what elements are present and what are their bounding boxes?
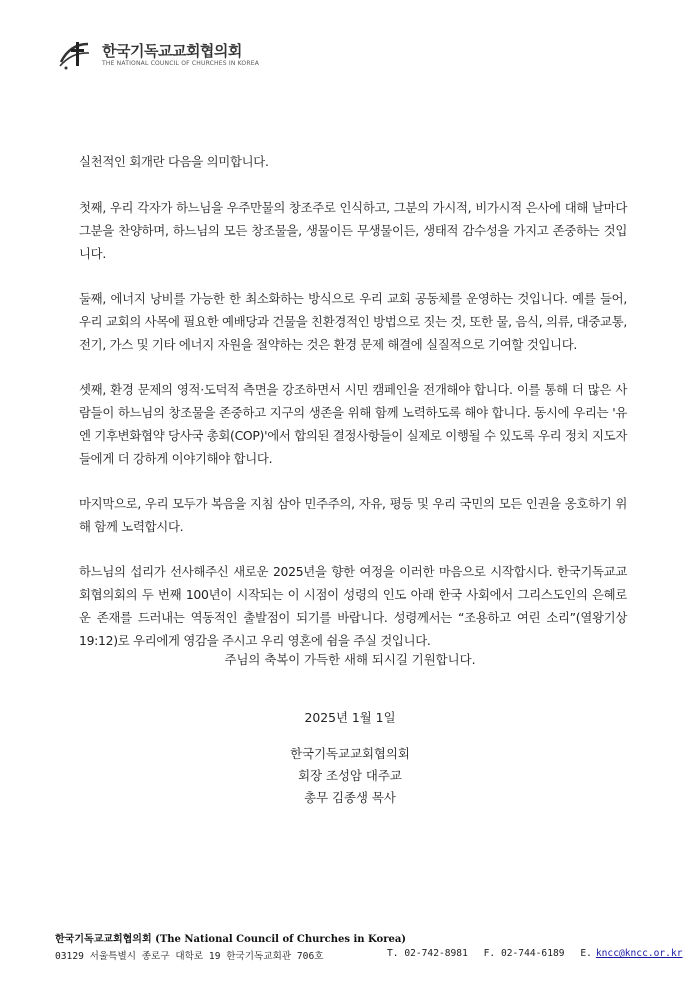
- signatory-president: 회장 조성암 대주교: [298, 768, 402, 783]
- paragraph-third: 셋째, 환경 문제의 영적·도덕적 측면을 강조하면서 시민 캠페인을 전개해야 합니다. 이를 통해 더 많은 사람들이 하느님의 창조물을 존중하고 지구의 생존을 위해 함께 노력하도록 해야 합니다. 동시에 우리는 '유엔 기후변화협약 당사국 총회(COP)'에서 합의된 결정사항들이 실제로 이행될 수 있도록 우리 정치 지도자들에게 더 강하게 이야기해야 합니다.: [79, 382, 627, 466]
- letter-body: [79, 150, 627, 674]
- footer-email-label: E.: [580, 948, 592, 959]
- paragraph-last: 마지막으로, 우리 모두가 복음을 지침 삼아 민주주의, 자유, 평등 및 우리 국민의 모든 인권을 옹호하기 위해 함께 노력합시다.: [79, 496, 627, 534]
- footer-contact-line: [55, 948, 683, 962]
- signatory-org: 한국기독교교회협의회: [290, 746, 410, 761]
- footer-org: 한국기독교교회협의회 (The National Council of Churches in Korea): [55, 934, 407, 945]
- letterhead: [58, 38, 358, 74]
- footer-contacts: [387, 948, 683, 959]
- blessing-line: 주님의 축복이 가득한 새해 되시길 기원합니다.: [224, 652, 476, 667]
- org-name-english: THE NATIONAL COUNCIL OF CHURCHES IN KOREA: [102, 60, 260, 67]
- footer-phone: T. 02-742-8981: [387, 948, 468, 959]
- intro-paragraph: 실천적인 회개란 다음을 의미합니다.: [79, 154, 269, 169]
- footer-address: 03129 서울특별시 종로구 대학로 19 한국기독교회관 706호: [55, 951, 324, 962]
- letter-date: 2025년 1월 1일: [304, 710, 396, 725]
- footer: [55, 930, 683, 962]
- kncc-logo-icon: [58, 38, 92, 72]
- paragraph-closing: 하느님의 섭리가 선사해주신 새로운 2025년을 향한 여정을 이러한 마음으로 시작합시다. 한국기독교교회협의회의 두 번째 100년이 시작되는 이 시점이 성령의 인도 아래 한국 사회에서 그리스도인의 은혜로운 존재를 드러내는 역동적인 출발점이 되기를 바랍니다. 성령께서는 “조용하고 여린 소리”(열왕기상 19:12)로 우리에게 영감을 주시고 우리 영혼에 쉼을 주실 것입니다.: [79, 564, 627, 648]
- org-name: 한국기독교교회협의회: [102, 42, 242, 60]
- signatory-general-secretary: 총무 김종생 목사: [304, 790, 396, 805]
- footer-email-link[interactable]: kncc@kncc.or.kr: [595, 948, 683, 959]
- paragraph-first: 첫째, 우리 각자가 하느님을 우주만물의 창조주로 인식하고, 그분의 가시적, 비가시적 은사에 대해 날마다 그분을 찬양하며, 하느님의 모든 창조물을, 생물이든 무생물이든, 생태적 감수성을 가지고 존중하는 것입니다.: [79, 200, 627, 261]
- paragraph-second: 둘째, 에너지 낭비를 가능한 한 최소화하는 방식으로 우리 교회 공동체를 운영하는 것입니다. 예를 들어, 우리 교회의 사목에 필요한 예배당과 건물을 친환경적인 방법으로 짓는 것, 또한 물, 음식, 의류, 대중교통, 전기, 가스 및 기타 에너지 자원을 절약하는 것은 환경 문제 해결에 실질적으로 기여할 것입니다.: [79, 291, 627, 352]
- footer-fax: F. 02-744-6189: [483, 948, 565, 959]
